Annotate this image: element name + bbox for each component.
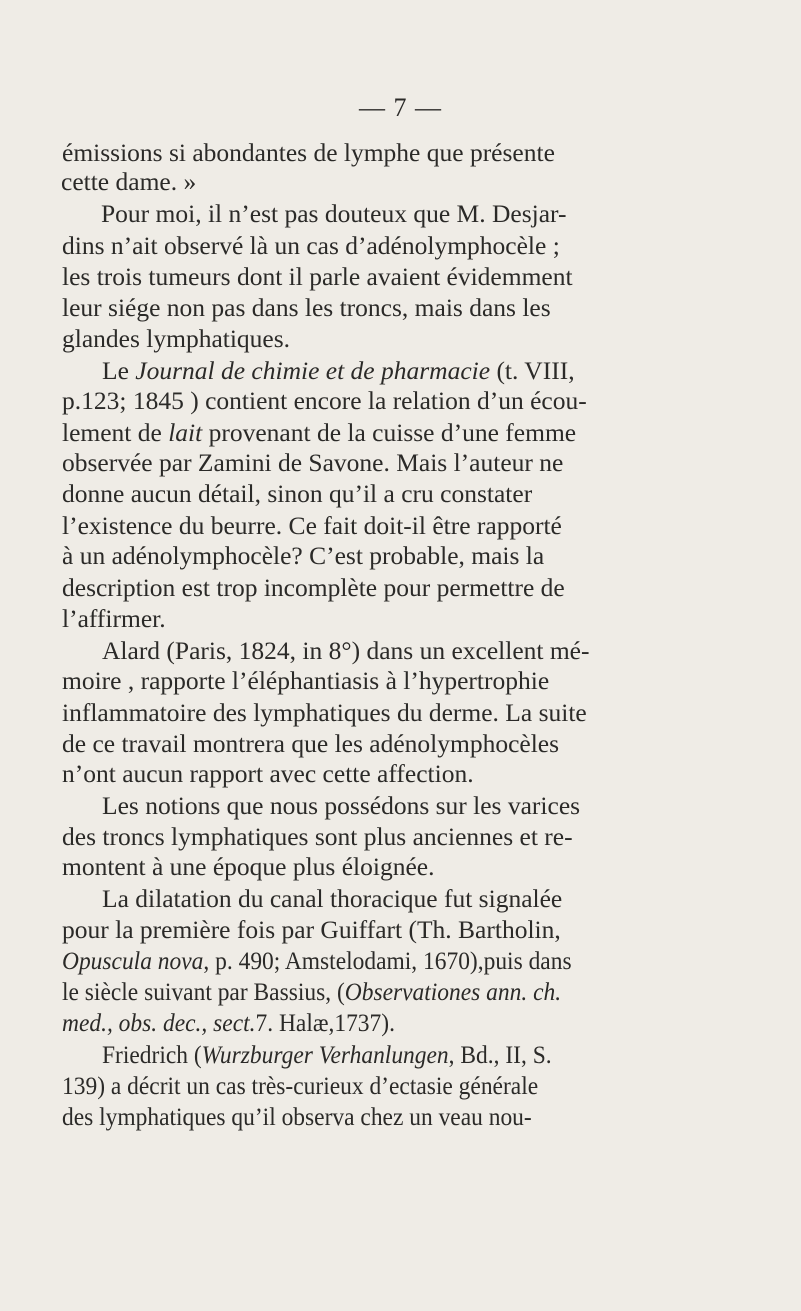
text-line: La dilatation du canal thoracique fut signalée	[102, 884, 563, 913]
text-line: Opuscula nova, p. 490; Amstelodami, 1670),puis dans	[62, 946, 572, 975]
page-number: — 7 —	[359, 93, 442, 122]
text-line: à un adénolymphocèle? C’est probable, mais la	[62, 541, 545, 570]
text-line: inflammatoire des lymphatiques du derme. La suite	[62, 698, 587, 727]
text-line: de ce travail montrera que les adénolymphocèles	[62, 729, 560, 758]
book-title: Opuscula nova	[62, 946, 204, 975]
text-line: des lymphatiques qu’il observa chez un veau nou-	[62, 1102, 532, 1131]
text-line: moire , rapporte l’éléphantiasis à l’hypertrophie	[62, 666, 550, 695]
text-line: med., obs. dec., sect.7. Halæ,1737).	[62, 1008, 395, 1037]
text-line: les trois tumeurs dont il parle avaient évidemment	[62, 262, 573, 291]
text-line: 139) a décrit un cas très-curieux d’ectasie générale	[62, 1071, 539, 1100]
text-line: p.123; 1845 ) contient encore la relation d’un écou-	[62, 386, 587, 415]
text-line: pour la première fois par Guiffart (Th. Bartholin,	[62, 915, 561, 944]
text-line: le siècle suivant par Bassius, (Observationes ann. ch.	[62, 977, 562, 1006]
text-line: cette dame. »	[61, 167, 197, 196]
text-line: lement de lait provenant de la cuisse d’une femme	[62, 418, 577, 447]
text-line: description est trop incomplète pour permettre de	[62, 573, 565, 602]
text-line: observée par Zamini de Savone. Mais l’auteur ne	[62, 448, 564, 477]
text-line: glandes lymphatiques.	[62, 324, 291, 353]
text-line: émissions si abondantes de lymphe que présente	[62, 138, 555, 167]
text-line: dins n’ait observé là un cas d’adénolymphocèle ;	[62, 231, 560, 260]
text-line: Le Journal de chimie et de pharmacie (t. VIII,	[102, 356, 575, 385]
text-line: des troncs lymphatiques sont plus anciennes et re-	[62, 822, 573, 851]
journal-title: Wurzburger Verhanlungen	[201, 1040, 449, 1069]
text-line: Alard (Paris, 1824, in 8°) dans un excellent mé-	[102, 636, 590, 665]
text-line: Friedrich (Wurzburger Verhanlungen, Bd., II, S.	[102, 1040, 552, 1069]
text-line: l’existence du beurre. Ce fait doit-il être rapporté	[62, 511, 562, 540]
text-line: donne aucun détail, sinon qu’il a cru constater	[62, 479, 533, 508]
text-line: montent à une époque plus éloignée.	[62, 852, 435, 881]
journal-title: Journal de chimie et de pharmacie	[135, 356, 491, 385]
text-line: n’ont aucun rapport avec cette affection.	[62, 759, 474, 788]
text-line: Pour moi, il n’est pas douteux que M. Desjar-	[101, 199, 567, 228]
text-line: leur siége non pas dans les troncs, mais dans les	[62, 293, 551, 322]
text-line: l’affirmer.	[62, 604, 166, 633]
text-line: Les notions que nous possédons sur les varices	[102, 791, 581, 820]
